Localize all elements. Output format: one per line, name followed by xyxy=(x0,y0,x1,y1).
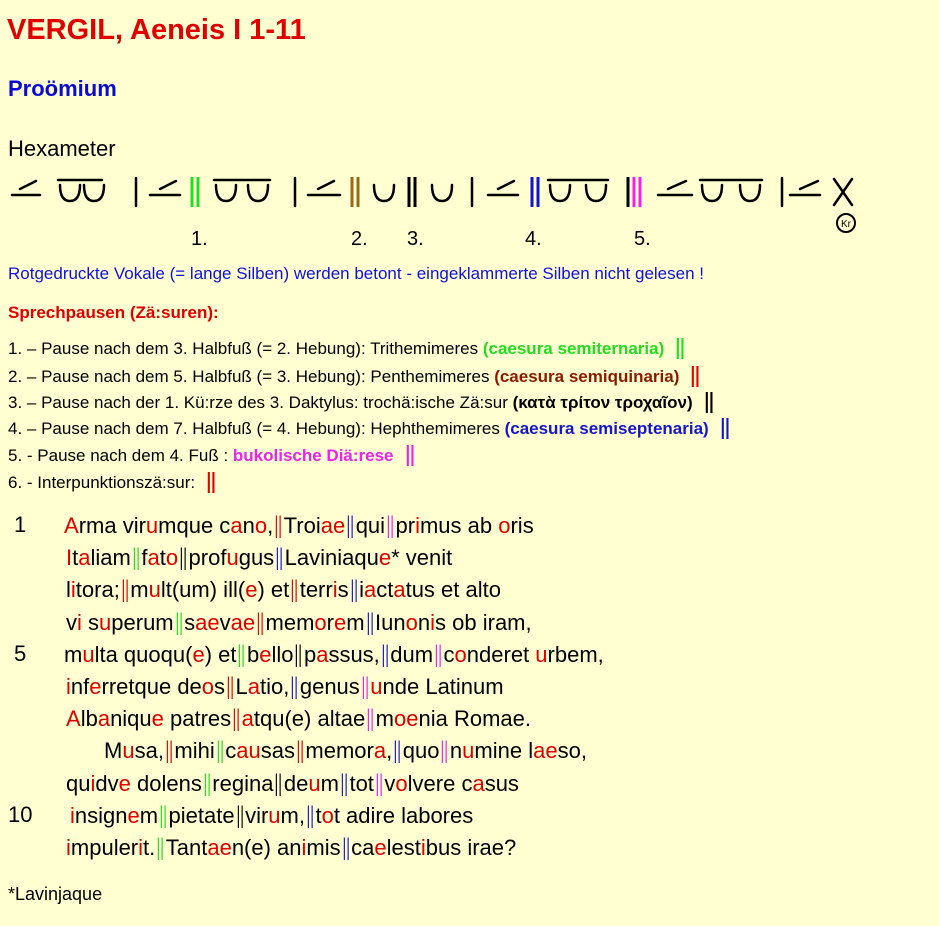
caesura-mark: || xyxy=(361,673,369,700)
caesura-mark: || xyxy=(216,737,224,765)
caesura-description: 6. - Interpunktionszä:sur: xyxy=(8,473,196,492)
caesura-mark: || xyxy=(165,737,173,765)
verse-line: Albanique patres||atqu(e) altae||moenia Romae. xyxy=(66,705,531,733)
verse-line: insignem||pietate||virum,||tot adire labores xyxy=(70,801,474,829)
verse-line: inferretque deos||Latio,||genus||unde Latinum xyxy=(66,673,504,700)
caesura-number-2: 2. xyxy=(351,228,368,250)
verse-line: Arma virumque cano,||Troiae||qui||primus ab oris xyxy=(64,512,534,539)
reading-note: Rotgedruckte Vokale (= lange Silben) werden betont - eingeklammerte Silben nicht gelesen ! xyxy=(8,264,704,283)
caesura-mark: || xyxy=(121,576,129,604)
caesura-mark: || xyxy=(237,640,246,668)
caesura-number-4: 4. xyxy=(525,228,542,250)
caesura-mark: || xyxy=(256,608,265,636)
caesura-mark: || xyxy=(232,705,241,733)
caesura-symbol: || xyxy=(405,441,415,466)
caesura-symbol: || xyxy=(675,334,686,359)
caesura-symbol: || xyxy=(690,362,701,387)
caesura-term: bukolische Diä:rese xyxy=(232,446,394,465)
verse-line: litora;||mult(um) ill(e) et||terris||iactatus et alto xyxy=(66,576,501,604)
caesura-mark: || xyxy=(342,834,350,861)
caesura-mark: || xyxy=(290,673,299,700)
caesura-item xyxy=(8,414,731,440)
caesura-mark: || xyxy=(340,769,348,797)
caesura-mark: || xyxy=(434,640,443,668)
verse-line: vi superum||saevae||memorem||Iunonis ob iram, xyxy=(66,608,532,636)
caesura-mark: || xyxy=(275,544,284,572)
caesura-mark: || xyxy=(346,512,355,539)
verse-number: 5 xyxy=(14,640,27,666)
caesura-mark: || xyxy=(393,737,402,765)
kr-mark: Kr xyxy=(841,219,851,230)
caesura-item xyxy=(8,441,416,467)
verse-line: quidve dolens||regina||deum||tot||volvere casus xyxy=(66,769,519,797)
caesurae-heading: Sprechpausen (Zä:suren): xyxy=(8,303,219,322)
caesura-mark: || xyxy=(226,673,235,700)
caesura-mark: || xyxy=(236,801,244,829)
caesura-mark: || xyxy=(366,705,375,733)
caesura-term: (κατὰ τρίτον τροχαῖον) xyxy=(512,393,693,412)
verse-line: multa quoqu(e) et||bello||passus,||dum||conderet urbem, xyxy=(64,640,604,668)
subtitle: Proömium xyxy=(8,76,117,101)
caesura-mark: || xyxy=(366,608,374,636)
caesura-mark: || xyxy=(440,737,449,765)
caesura-description: 2. – Pause nach dem 5. Halbfuß (= 3. Hebung): Penthemimeres xyxy=(8,367,495,386)
caesura-mark: || xyxy=(179,544,188,572)
caesura-description: 1. – Pause nach dem 3. Halbfuß (= 2. Hebung): Trithemimeres xyxy=(8,339,483,358)
caesura-number-5: 5. xyxy=(634,228,651,250)
caesura-description: 4. – Pause nach dem 7. Halbfuß (= 4. Hebung): Hephthemimeres xyxy=(8,419,505,438)
hexameter-scheme xyxy=(0,165,939,235)
caesura-mark: || xyxy=(274,512,283,539)
caesura-number-1: 1. xyxy=(191,228,208,250)
caesura-mark: || xyxy=(386,512,395,539)
verse-number: 10 xyxy=(8,801,33,827)
caesura-mark: || xyxy=(306,801,314,829)
verse-number: 1 xyxy=(14,512,27,537)
caesura-symbol: || xyxy=(206,468,216,493)
caesura-mark: || xyxy=(203,769,211,797)
caesura-mark: || xyxy=(375,769,383,797)
caesura-number-3: 3. xyxy=(407,228,424,250)
caesura-mark: || xyxy=(159,801,168,829)
caesura-term: (caesura semiternaria) xyxy=(482,339,665,358)
caesura-mark: || xyxy=(296,737,304,765)
footnote: *Lavinjaque xyxy=(8,884,103,904)
caesura-term: (caesura semiquinaria) xyxy=(494,367,680,386)
caesura-description: 5. - Pause nach dem 4. Fuß : xyxy=(8,446,233,465)
caesura-mark: || xyxy=(294,640,303,668)
caesura-mark: || xyxy=(274,769,283,797)
caesura-mark: || xyxy=(132,544,140,572)
caesura-mark: || xyxy=(381,640,389,668)
caesura-mark: || xyxy=(290,576,299,604)
caesura-mark: || xyxy=(156,834,165,861)
caesura-symbol: || xyxy=(720,414,730,439)
caesura-symbol: || xyxy=(704,388,714,413)
verse-line: Italiam||fato||profugus||Laviniaque* venit xyxy=(66,544,453,572)
meter-label: Hexameter xyxy=(8,136,116,161)
verse-line: impulerit.||Tantaen(e) animis||caelestibus irae? xyxy=(66,834,517,861)
caesura-mark: || xyxy=(175,608,183,636)
caesura-description: 3. – Pause nach der 1. Kü:rze des 3. Daktylus: trochä:ische Zä:sur xyxy=(8,393,513,412)
caesura-item xyxy=(8,362,702,388)
caesura-item xyxy=(8,468,217,494)
page-title: VERGIL, Aeneis I 1-11 xyxy=(7,14,306,46)
caesura-item xyxy=(8,388,715,414)
caesura-item xyxy=(8,334,687,360)
verse-line: Musa,||mihi||causas||memora,||quo||numine laeso, xyxy=(104,737,587,765)
caesura-term: (caesura semiseptenaria) xyxy=(504,419,709,438)
caesura-mark: || xyxy=(350,576,358,604)
